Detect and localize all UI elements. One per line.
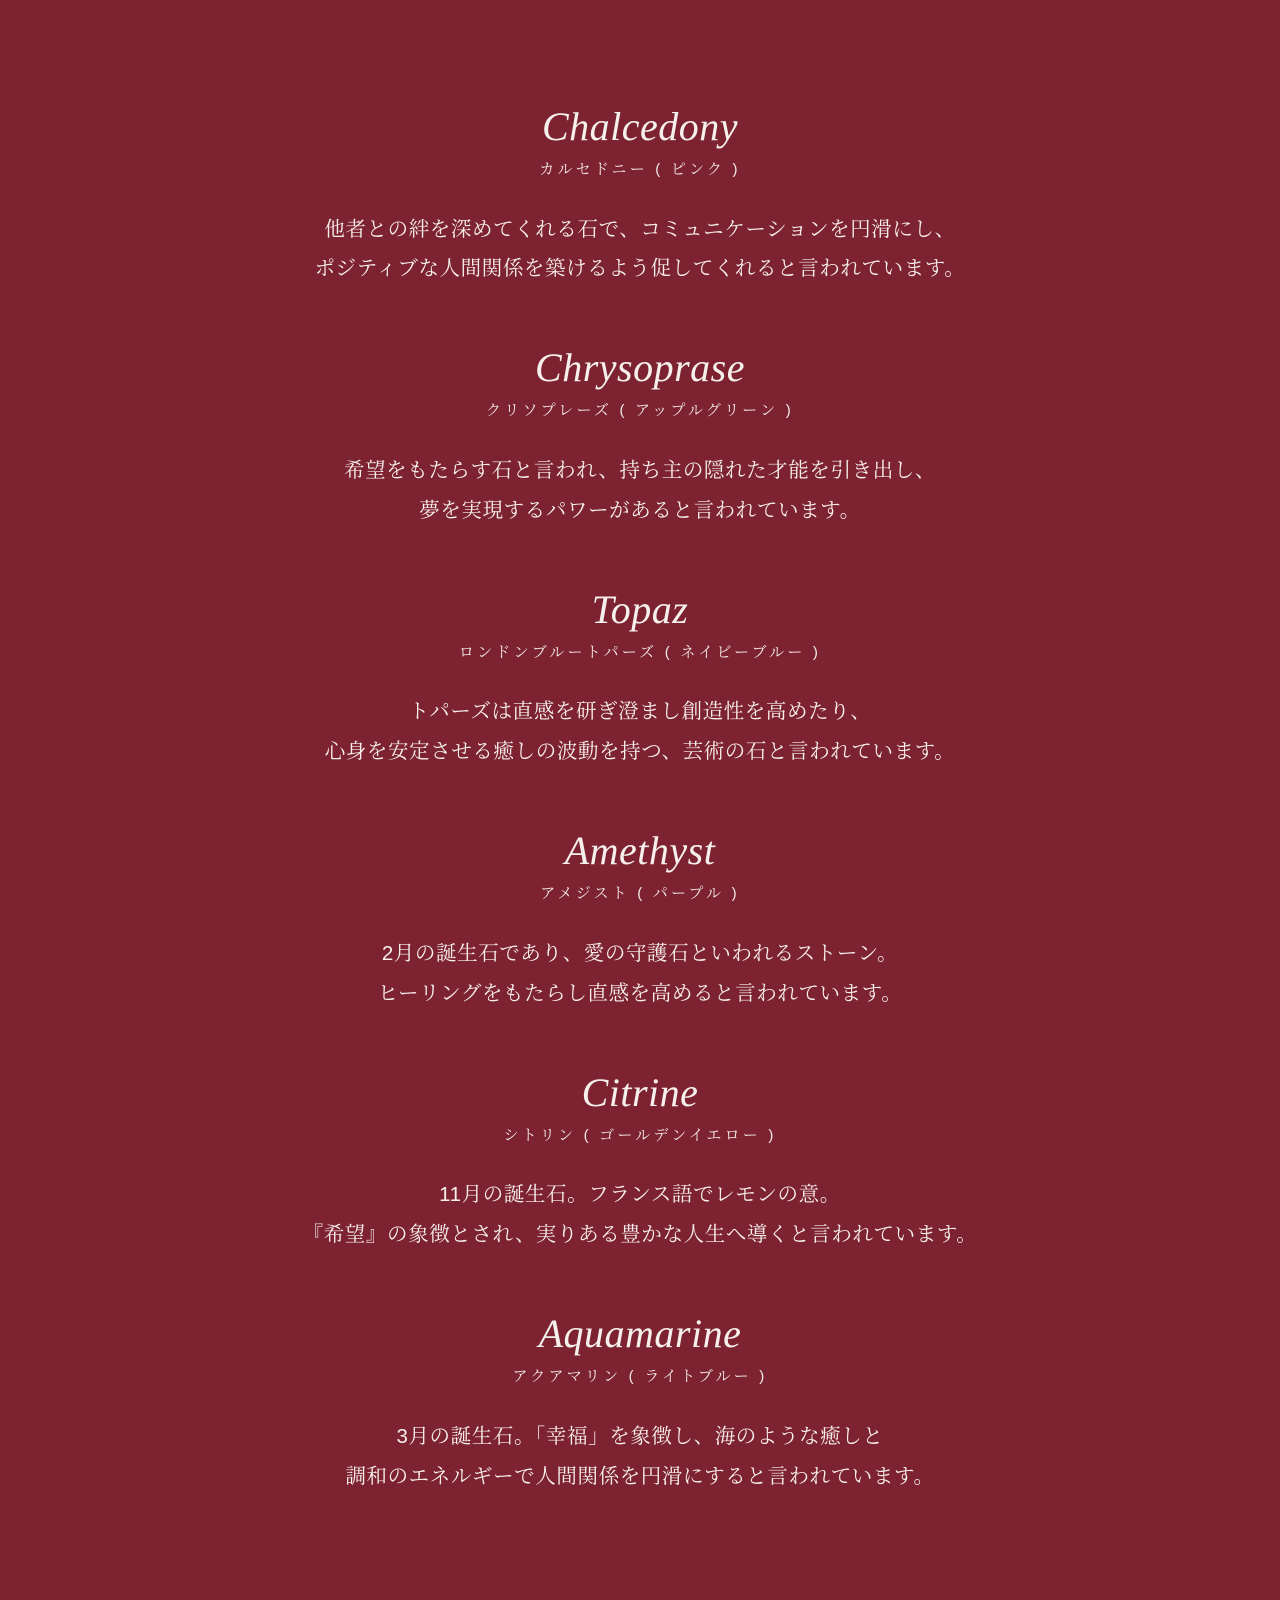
stone-description — [315, 210, 966, 290]
stone-name: Chrysoprase — [535, 345, 745, 391]
stone-reading: クリソプレーズ ( アップルグリーン ) — [486, 402, 794, 420]
stone-description-line: 調和のエネルギーで人間関係を円滑にすると言われています。 — [345, 1464, 935, 1488]
stone-reading: アクアマリン ( ライトブルー ) — [512, 1368, 768, 1386]
stone-description — [345, 1417, 934, 1497]
stone-description-line: トパーズは直感を研ぎ澄まし創造性を高めたり、 — [408, 700, 872, 724]
stone-reading: シトリン ( ゴールデンイエロー ) — [503, 1126, 777, 1144]
stone-name: Aquamarine — [538, 1311, 742, 1357]
stone-description — [378, 934, 903, 1014]
stone-description-line: ポジティブな人間関係を築けるよう促してくれると言われています。 — [314, 257, 966, 281]
stone-description-line: ヒーリングをもたらし直感を高めると言われています。 — [377, 981, 903, 1005]
stone-description-line: 2月の誕生石であり、愛の守護石といわれるストーン。 — [381, 941, 899, 965]
stone-entry-topaz — [0, 587, 1280, 772]
stone-entry-citrine — [0, 1070, 1280, 1255]
stone-name: Topaz — [591, 586, 689, 632]
stone-description-line: 他者との絆を深めてくれる石で、コミュニケーションを円滑にし、 — [324, 217, 956, 241]
stone-entry-chrysoprase — [0, 345, 1280, 530]
stone-description-line: 夢を実現するパワーがあると言われています。 — [419, 498, 861, 522]
stone-description-line: 心身を安定させる癒しの波動を持つ、芸術の石と言われています。 — [324, 740, 956, 764]
stone-entry-amethyst — [0, 828, 1280, 1013]
stone-name: Citrine — [581, 1069, 699, 1115]
stone-description — [303, 1175, 978, 1255]
stone-description-line: 11月の誕生石。フランス語でレモンの意。 — [439, 1183, 841, 1207]
stone-description-line: 3月の誕生石。「幸福」を象徴し、海のような癒しと — [396, 1424, 884, 1448]
stone-reading: アメジスト ( パープル ) — [540, 885, 740, 903]
stone-entry-aquamarine — [0, 1311, 1280, 1496]
stone-entry-chalcedony — [0, 104, 1280, 289]
stone-description-line: 『希望』の象徴とされ、実りある豊かな人生へ導くと言われています。 — [302, 1223, 978, 1247]
stone-description — [325, 692, 956, 772]
stone-reading: ロンドンブルートパーズ ( ネイビーブルー ) — [458, 643, 822, 661]
stone-name: Chalcedony — [541, 104, 739, 149]
stone-reading: カルセドニー ( ピンク ) — [539, 161, 741, 178]
stone-description — [344, 451, 936, 531]
stone-name: Amethyst — [564, 828, 716, 874]
stone-description-line: 希望をもたらす石と言われ、持ち主の隠れた才能を引き出し、 — [343, 458, 937, 482]
